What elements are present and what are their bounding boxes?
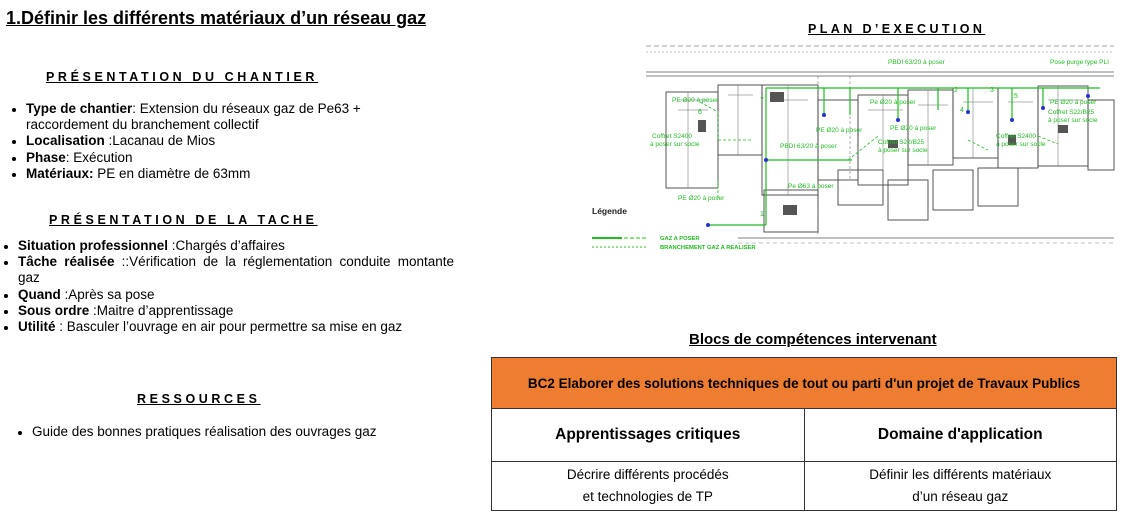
- svg-text:PE Ø20 à poser: PE Ø20 à poser: [1050, 99, 1097, 106]
- ressources-list: [14, 424, 454, 440]
- list-item: [18, 238, 454, 254]
- list-item: [26, 133, 408, 149]
- bloc-header: BC2 Elaborer des solutions techniques de tout ou parti d'un projet de Travaux Publics: [492, 358, 1117, 409]
- item-label: Utilité: [18, 319, 56, 335]
- list-item: [18, 319, 454, 335]
- svg-text:PBDI 63/20 à poser: PBDI 63/20 à poser: [888, 59, 945, 66]
- item-text: ::Vérification de la réglementation conduite montante gaz: [18, 254, 454, 286]
- item-label: Tâche réalisée: [18, 254, 115, 270]
- item-label: Localisation: [26, 133, 105, 149]
- item-label: Sous ordre: [18, 302, 90, 318]
- svg-text:Pe Ø63 à poser: Pe Ø63 à poser: [788, 183, 834, 190]
- svg-text:Coffret S2400: Coffret S2400: [996, 133, 1036, 140]
- cell-line: Définir les différents matériaux: [869, 467, 1052, 482]
- svg-text:PE Ø20 à poser: PE Ø20 à poser: [672, 97, 719, 104]
- list-item: [18, 254, 454, 286]
- svg-text:Coffret S22/B25: Coffret S22/B25: [1048, 109, 1095, 116]
- svg-text:5: 5: [1014, 93, 1018, 100]
- chantier-list: [8, 101, 408, 182]
- cell-line: d’un réseau gaz: [912, 489, 1009, 504]
- page-title: 1.Définir les différents matériaux d’un réseau gaz: [6, 8, 427, 28]
- list-item: [26, 101, 408, 133]
- item-label: Situation professionnel: [18, 238, 169, 253]
- svg-text:PE Ø20 à poser: PE Ø20 à poser: [816, 127, 863, 134]
- svg-text:Pe Ø20 à poser: Pe Ø20 à poser: [870, 99, 916, 106]
- ressources-heading: RESSOURCES: [137, 392, 261, 406]
- execution-plan-drawing: [588, 40, 1116, 258]
- item-text: : Exécution: [65, 149, 133, 165]
- table-cell-apprentissages: [492, 462, 805, 511]
- svg-text:2: 2: [954, 87, 958, 94]
- item-label: Type de chantier: [26, 101, 133, 116]
- item-text: :Après sa pose: [60, 286, 155, 302]
- list-item: [26, 166, 408, 182]
- list-item: [32, 424, 454, 440]
- tache-heading: PRÉSENTATION DE LA TACHE: [49, 213, 318, 227]
- cell-line: et technologies de TP: [582, 489, 713, 504]
- list-item: [18, 287, 454, 303]
- item-text: :Maitre d’apprentissage: [89, 302, 234, 318]
- svg-text:7: 7: [760, 97, 764, 104]
- item-text: PE en diamètre de 63mm: [93, 165, 251, 181]
- svg-text:GAZ A POSER: GAZ A POSER: [660, 236, 700, 242]
- competences-heading: Blocs de compétences intervenant: [689, 331, 937, 348]
- svg-text:à poser sur socle: à poser sur socle: [1048, 117, 1098, 124]
- competences-table: [491, 357, 1117, 511]
- table-cell-domaine: [804, 462, 1117, 511]
- col-header-domaine: Domaine d'application: [804, 409, 1117, 462]
- item-text: :Lacanau de Mios: [104, 133, 216, 149]
- item-text: : Basculer l’ouvrage en air pour permettre sa mise en gaz: [55, 319, 403, 335]
- item-text: Guide des bonnes pratiques réalisation des ouvrages gaz: [32, 424, 377, 439]
- svg-text:Pose purge type PLI: Pose purge type PLI: [1050, 59, 1109, 66]
- svg-text:1: 1: [760, 211, 764, 218]
- svg-text:4: 4: [960, 107, 964, 114]
- item-label: Phase: [26, 149, 66, 165]
- svg-text:Coffret S22/B25: Coffret S22/B25: [878, 139, 925, 146]
- item-label: Quand: [18, 286, 61, 302]
- list-item: [18, 303, 454, 319]
- svg-text:à poser sur socle: à poser sur socle: [878, 147, 928, 154]
- svg-text:BRANCHEMENT GAZ A REALISER: BRANCHEMENT GAZ A REALISER: [660, 245, 756, 251]
- svg-text:6: 6: [698, 109, 702, 116]
- svg-text:3: 3: [990, 87, 994, 94]
- plan-heading: PLAN D’EXECUTION: [808, 22, 986, 36]
- svg-text:à poser sur socle: à poser sur socle: [650, 141, 700, 148]
- item-label: Matériaux:: [26, 165, 94, 181]
- col-header-apprentissages: Apprentissages critiques: [492, 409, 805, 462]
- chantier-heading: PRÉSENTATION DU CHANTIER: [46, 70, 319, 84]
- svg-text:PE Ø20 à poser: PE Ø20 à poser: [678, 195, 725, 202]
- svg-text:PBDI 63/20 à poser: PBDI 63/20 à poser: [780, 143, 837, 150]
- svg-text:à poser sur socle: à poser sur socle: [996, 141, 1046, 148]
- item-text: :Chargés d’affaires: [168, 238, 285, 253]
- svg-text:Coffret S2400: Coffret S2400: [652, 133, 692, 140]
- tache-list: [0, 238, 454, 335]
- legend-title: Légende: [592, 206, 627, 216]
- cell-line: Décrire différents procédés: [566, 467, 729, 482]
- item-text: : Extension du réseaux gaz de Pe63 + raccordement du branchement collectif: [26, 101, 361, 133]
- list-item: [26, 150, 408, 166]
- svg-text:PE Ø20 à poser: PE Ø20 à poser: [890, 125, 937, 132]
